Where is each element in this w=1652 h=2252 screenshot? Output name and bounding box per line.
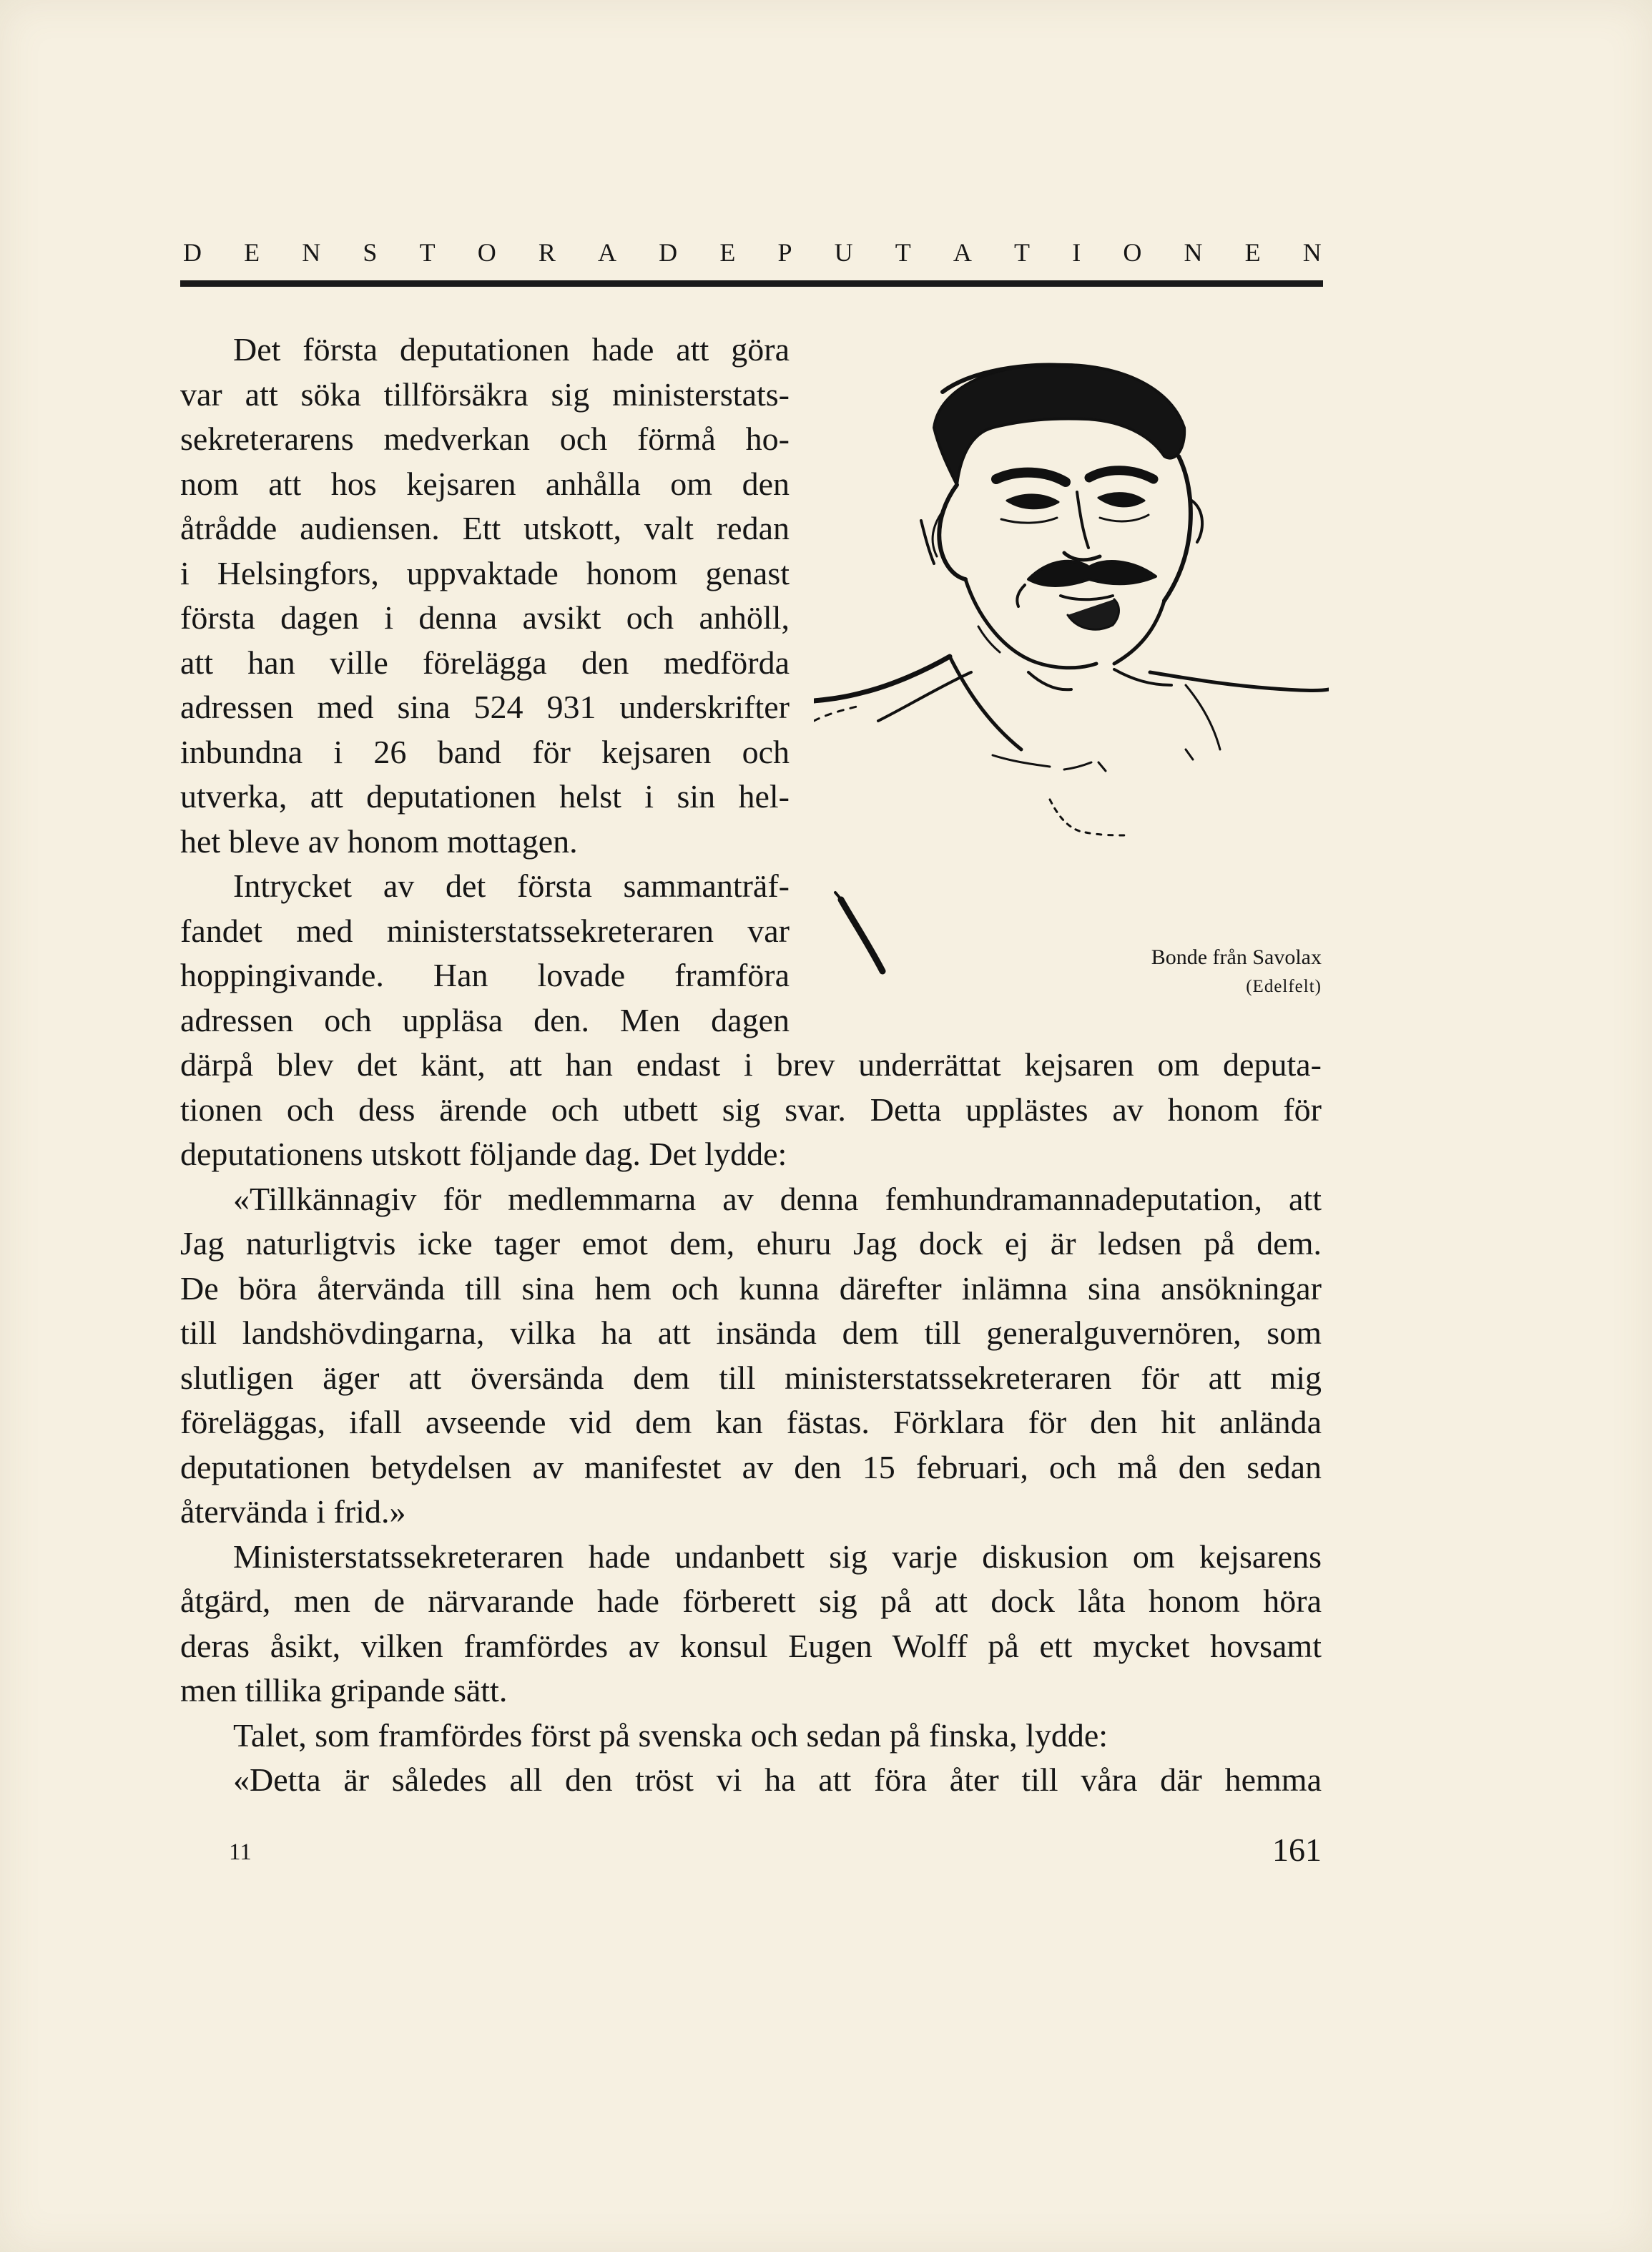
running-head-letter: I [1072,238,1081,267]
text-line: sekreterarens medverkan och förmå ho- [180,421,790,457]
text-line: i Helsingfors, uppvaktade honom genast [180,554,790,591]
text-line: åtgärd, men de närvarande hade förberett sig på att dock låta honom höra [180,1583,1322,1619]
text-line: deputationen betydelsen av manifestet av den 15 februari, och må den sedan [180,1448,1322,1485]
text-line: De böra återvända till sina hem och kunna därefter inlämna sina ansökningar [180,1269,1322,1307]
text-line: Ministerstatssekreteraren hade undanbett sig varje diskusion om kejsarens [233,1538,1322,1575]
text-line: nom att hos kejsaren anhålla om den [180,465,790,502]
running-head-letter: U [834,238,853,267]
running-head-letter: E [244,238,260,267]
running-head-letter: E [719,238,736,267]
figure-caption [1073,943,1322,1001]
text-line: utverka, att deputationen helst i sin hel- [180,778,790,815]
text-line: hoppingivande. Han lovade framföra [180,957,790,993]
text-column-full [180,1043,1322,1803]
text-line: «Tillkännagiv för medlemmarna av denna femhundramannadeputation, att [233,1180,1322,1217]
running-head-letter: D [183,238,202,267]
running-head-letter: N [1184,238,1203,267]
running-head-letter: E [1244,238,1261,267]
text-line: het bleve av honom mottagen. [180,822,578,860]
text-line: därpå blev det känt, att han endast i brev underrättat kejsaren om deputa- [180,1046,1322,1083]
running-head-letter: N [302,238,321,267]
running-head-letter: T [895,238,911,267]
text-line: till landshövdingarna, vilka ha att insända dem till generalguvernören, som [180,1314,1322,1351]
text-line: föreläggas, ifall avseende vid dem kan fästas. Förklara för den hit anlända [180,1404,1322,1440]
running-head-letter: T [1014,238,1031,267]
running-head-letter: R [538,238,556,267]
running-head-letter: T [419,238,436,267]
running-head-letter: N [1302,238,1322,267]
text-line: deras åsikt, vilken framfördes av konsul Eugen Wolff på ett mycket hovsamt [180,1627,1322,1664]
running-head [183,237,1322,267]
running-head-letter: A [598,238,617,267]
text-line: adressen med sina 524 931 underskrifter [180,689,790,725]
text-line: Jag naturligtvis icke tager emot dem, ehuru Jag dock ej är ledsen på dem. [180,1225,1322,1262]
text-line: att han ville förelägga den medförda [180,644,790,681]
text-column-narrow [180,328,790,1043]
text-line: fandet med ministerstatssekreteraren var [180,912,790,949]
text-line: men tillika gripande sätt. [180,1672,508,1708]
running-head-letter: A [953,238,972,267]
text-line: Det första deputationen hade att göra [233,331,790,368]
page-number: 161 [1272,1831,1322,1868]
text-line: tionen och dess ärende och utbett sig svar. Detta upplästes av honom för [180,1091,1322,1128]
text-line: inbundna i 26 band för kejsaren och [180,733,790,770]
text-line: Talet, som framfördes först på svenska och sedan på finska, lydde: [233,1716,1108,1754]
caption-credit: (Edelfelt) [1246,977,1322,996]
text-line: «Detta är således all den tröst vi ha att föra åter till våra där hemma [233,1761,1322,1798]
text-line: adressen och uppläsa den. Men dagen [180,1001,790,1038]
running-head-letter: O [1123,238,1142,267]
text-line: återvända i frid.» [180,1493,406,1530]
caption-title: Bonde från Savolax [1151,945,1322,969]
portrait-illustration [814,349,1329,993]
text-line: åtrådde audiensen. Ett utskott, valt redan [180,510,790,546]
text-line: var att söka tillförsäkra sig ministerstats- [180,375,790,413]
running-head-letter: D [659,238,678,267]
text-line: slutligen äger att översända dem till ministerstatssekreteraren för att mig [180,1359,1322,1396]
header-rule [180,280,1323,287]
printer-signature: 11 [229,1839,252,1865]
running-head-letter: O [477,238,496,267]
text-line: deputationens utskott följande dag. Det lydde: [180,1136,787,1172]
running-head-letter: P [777,238,792,267]
running-head-letter: S [363,238,378,267]
text-line: Intrycket av det första sammanträf- [233,867,790,904]
text-line: första dagen i denna avsikt och anhöll, [180,599,790,636]
